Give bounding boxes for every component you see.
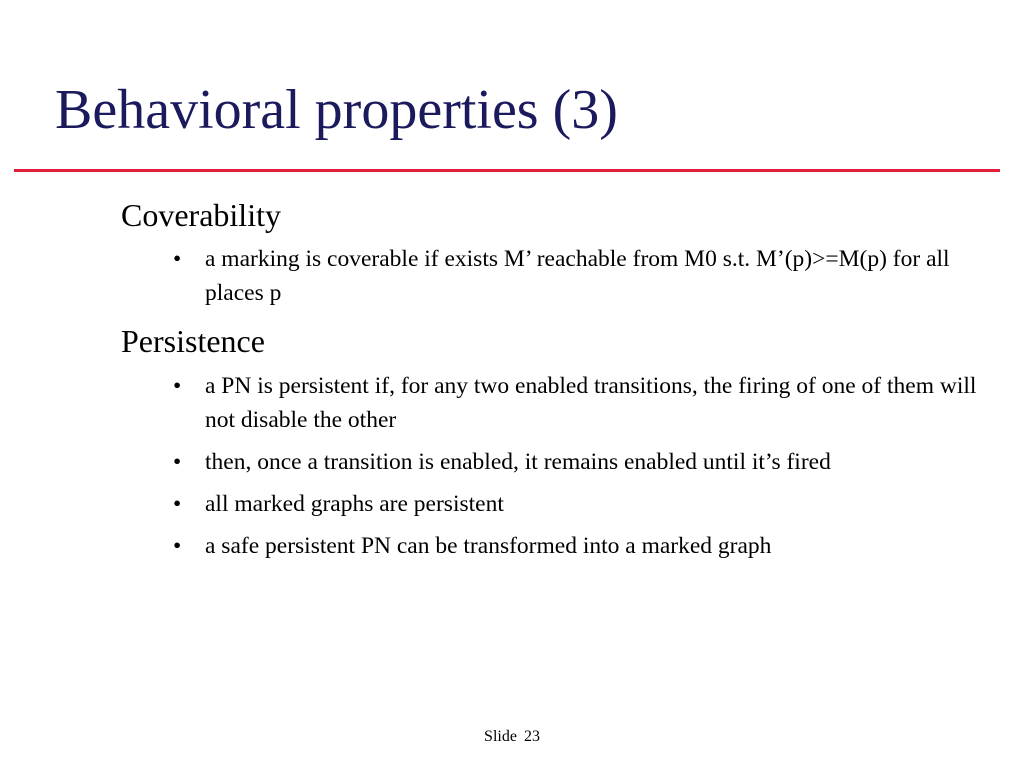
bullet-text: then, once a transition is enabled, it remains enabled until it’s fired	[205, 448, 831, 475]
bullet-item	[121, 242, 1001, 310]
bullet-text: a safe persistent PN can be transformed into a marked graph	[205, 532, 772, 559]
section-persistence	[121, 322, 1001, 562]
slide-title: Behavioral properties (3)	[55, 79, 618, 141]
section-heading: Coverability	[121, 197, 281, 233]
bullet-icon: •	[173, 532, 182, 559]
bullet-item	[121, 529, 1001, 563]
bullet-text: a PN is persistent if, for any two enabled transitions, the firing of one of them will not disable the other	[205, 372, 977, 433]
bullet-item	[121, 369, 1001, 437]
bullet-item	[121, 487, 1001, 521]
title-divider	[14, 169, 1000, 172]
section-coverability	[121, 196, 1001, 310]
bullet-icon: •	[173, 448, 182, 475]
bullet-text: all marked graphs are persistent	[205, 490, 504, 517]
bullet-text: a marking is coverable if exists M’ reachable from M0 s.t. M’(p)>=M(p) for all places p	[205, 246, 950, 307]
slide-number: Slide 23	[484, 728, 540, 745]
bullet-icon: •	[173, 490, 182, 517]
bullet-list	[121, 369, 1001, 563]
bullet-icon: •	[173, 246, 182, 273]
bullet-item	[121, 445, 1001, 479]
section-heading: Persistence	[121, 323, 265, 360]
bullet-list	[121, 242, 1001, 310]
slide-content	[121, 196, 1001, 575]
bullet-icon: •	[173, 372, 182, 399]
